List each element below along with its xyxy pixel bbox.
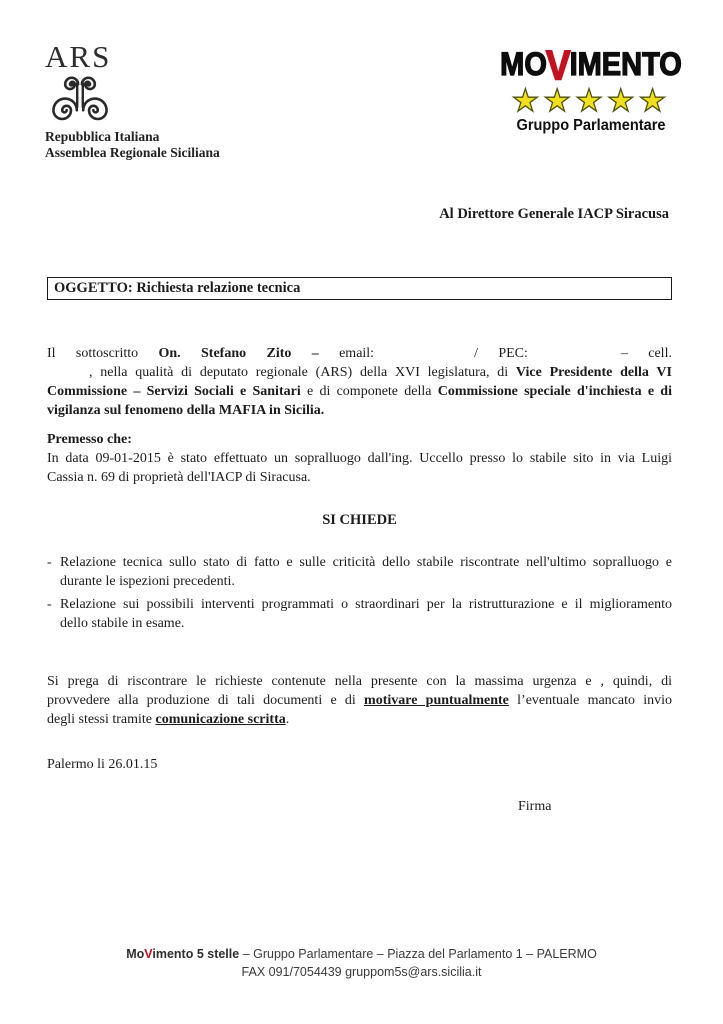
footer-brand-v: V [144, 947, 153, 961]
premesso-line-2: Cassia n. 69 di proprietà dell'IACP di Siracusa. [47, 470, 311, 485]
footer-address: – Gruppo Parlamentare – Piazza del Parlamento 1 – PALERMO [239, 947, 597, 961]
request-item-1 [47, 553, 672, 591]
premesso-heading: Premesso che: [47, 432, 132, 447]
page-footer [0, 945, 723, 981]
signature-label: Firma [518, 799, 552, 814]
premesso-section [47, 430, 672, 487]
m5s-subtitle: Gruppo Parlamentare [516, 117, 666, 134]
closing-text: l’eventuale mancato invio [508, 693, 673, 708]
closing-line-1: Si prega di riscontrare le richieste contenute nella presente con la massima urgenza e , quindi, di [47, 674, 672, 689]
special-commission-name-cont: vigilanza sul fenomeno della MAFIA in Sicilia. [47, 403, 325, 418]
special-commission-name: Commissione speciale d'inchiesta e di [437, 384, 672, 399]
si-chiede-heading: SI CHIEDE [322, 512, 397, 528]
request-1-line-2: durante le ispezioni precedenti. [60, 574, 235, 589]
intro-text: , nella qualità di deputato regionale (ARS) della XVI legislatura, di [89, 365, 516, 380]
intro-text: e di componete della [300, 384, 438, 399]
cell-label: – cell. [620, 346, 672, 361]
closing-line-2 [47, 691, 672, 710]
bullet-marker: - [47, 597, 52, 612]
m5s-wordmark-post: IMENTO [569, 47, 682, 83]
closing-line-3 [47, 710, 672, 729]
redacted-email-gap [374, 356, 474, 357]
redacted-cell-gap [47, 375, 89, 376]
request-1-line-1: Relazione tecnica sullo stato di fatto e sulle criticità dello stabile riscontrate nell'ultimo sopralluogo e [60, 555, 672, 570]
bullet-marker: - [47, 555, 52, 570]
ars-org-line2: Assemblea Regionale Siciliana [45, 145, 220, 160]
commission-name: Commissione – Servizi Sociali e Sanitari [47, 384, 301, 399]
five-stars-icon: ★★★★★ [511, 83, 671, 118]
intro-line-4 [47, 401, 672, 420]
intro-paragraph [47, 344, 672, 420]
closing-text: . [285, 712, 290, 727]
m5s-wordmark-pre: MO [500, 47, 547, 83]
request-2-line-2: dello stabile in esame. [60, 616, 185, 631]
role-title: Vice Presidente della VI [515, 365, 672, 380]
intro-line-3 [47, 382, 672, 401]
intro-text: Il sottoscritto [47, 346, 159, 361]
premesso-line-1: In data 09-01-2015 è stato effettuato un sopralluogo dall'ing. Uccello presso lo stabile sito in via Luigi [47, 451, 672, 466]
sender-name: On. Stefano Zito – [158, 346, 319, 361]
request-item-2-text [60, 595, 672, 633]
m5s-logo [490, 42, 692, 134]
closing-text: provvedere alla produzione di tali documenti e di [47, 693, 365, 708]
intro-line-2 [47, 363, 672, 382]
intro-line-1 [47, 344, 672, 363]
recipient-line: Al Direttore Generale IACP Siracusa [439, 206, 669, 222]
footer-brand-post: imento 5 stelle [152, 947, 240, 961]
closing-paragraph [47, 672, 672, 729]
emphasis-motivare: motivare puntualmente [364, 693, 509, 708]
ars-logo [45, 39, 245, 161]
m5s-red-v: V [545, 42, 571, 89]
ars-org-line1: Repubblica Italiana [45, 129, 160, 144]
request-list [47, 553, 672, 633]
closing-text: degli stessi tramite [47, 712, 156, 727]
subject-box: OGGETTO: Richiesta relazione tecnica [47, 277, 672, 300]
pec-label: / PEC: [474, 346, 528, 361]
emphasis-comunicazione: comunicazione scritta [155, 712, 286, 727]
request-item-1-text [60, 553, 672, 591]
footer-line-2: FAX 091/7054439 gruppom5s@ars.sicilia.it [241, 965, 482, 979]
email-label: email: [318, 346, 375, 361]
place-date: Palermo li 26.01.15 [47, 757, 158, 772]
footer-brand-pre: Mo [126, 947, 145, 961]
ars-spiral-emblem-icon [47, 74, 113, 126]
request-item-2 [47, 595, 672, 633]
ars-acronym: ARS [45, 39, 112, 74]
m5s-wordmark [490, 42, 692, 89]
redacted-pec-gap [528, 356, 621, 357]
footer-line-1 [0, 945, 723, 963]
request-2-line-1: Relazione sui possibili interventi programmati o straordinari per la ristrutturazione e il miglioramento [60, 597, 672, 612]
